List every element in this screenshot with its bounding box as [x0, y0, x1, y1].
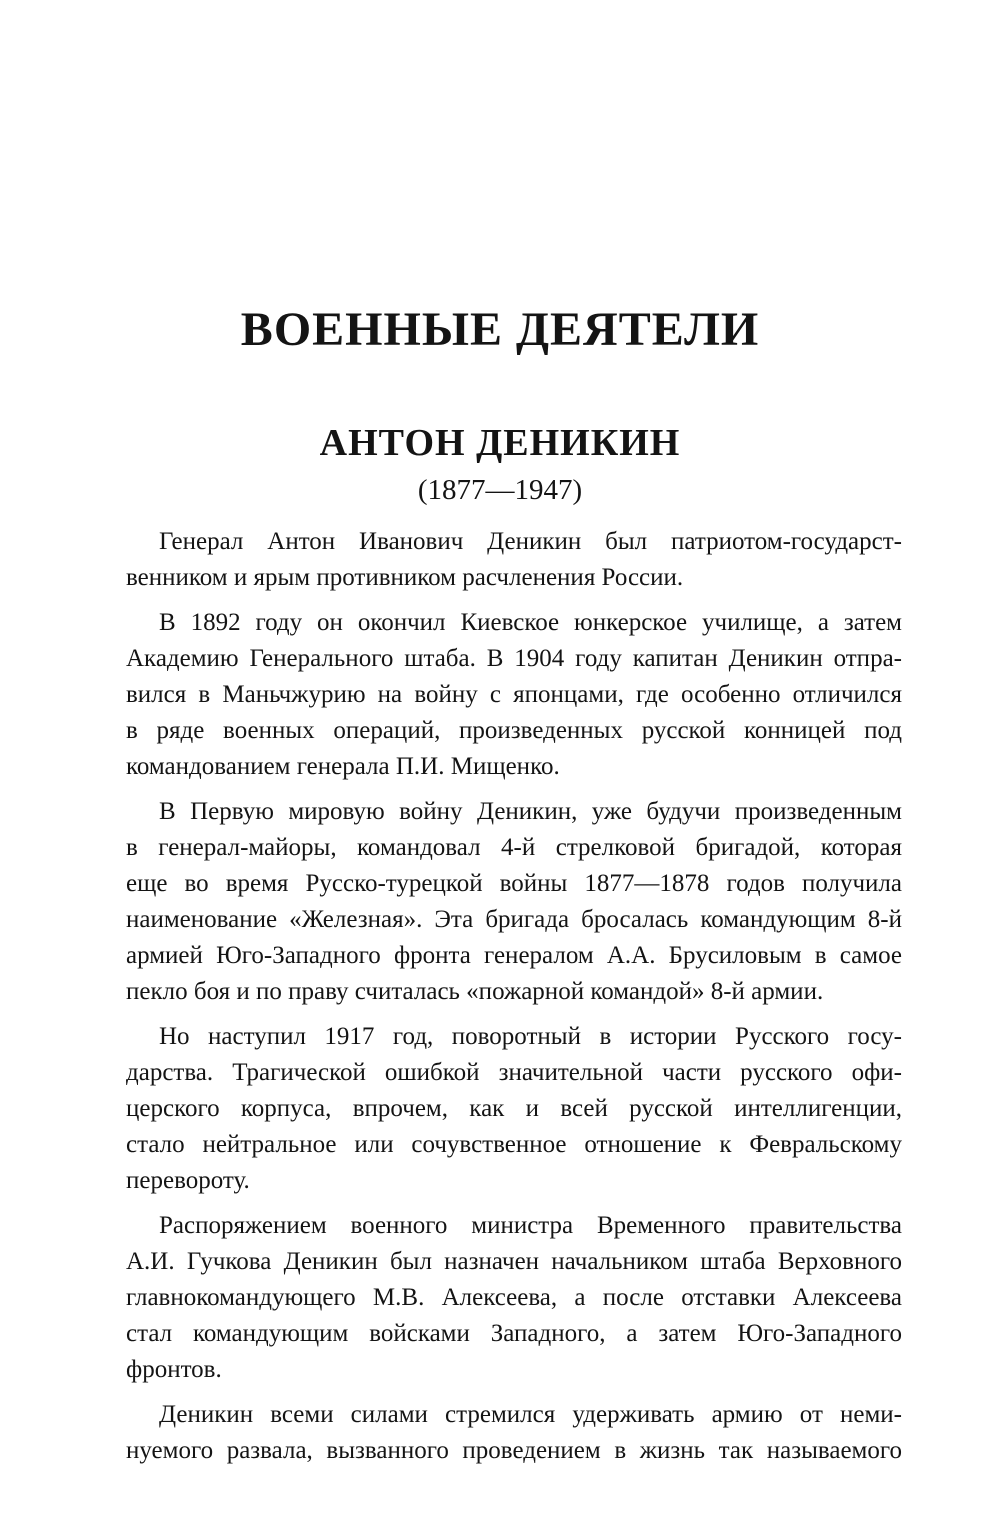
paragraph — [126, 524, 902, 596]
text-line: церского корпуса, впрочем, как и всей русской интеллигенции, — [126, 1095, 902, 1122]
text-line: еще во время Русско-турецкой войны 1877—1878 годов получила — [126, 870, 902, 897]
text-line: стал командующим войсками Западного, а затем Юго-Западного — [126, 1320, 902, 1347]
text-line: Академию Генерального штаба. В 1904 году капитан Деникин отпра- — [126, 645, 902, 672]
text-line: пекло боя и по праву считалась «пожарной командой» 8-й армии. — [126, 978, 824, 1005]
text-line: фронтов. — [126, 1356, 222, 1383]
text-line: венником и ярым противником расчленения России. — [126, 564, 684, 591]
text-line: армией Юго-Западного фронта генералом А.А. Брусиловым в самое — [126, 942, 902, 969]
text-line: Деникин всеми силами стремился удерживать армию от неми- — [159, 1401, 902, 1428]
text-line: Генерал Антон Иванович Деникин был патриотом-государст- — [159, 528, 902, 555]
article-body — [126, 524, 902, 1469]
text-line: перевороту. — [126, 1167, 250, 1194]
text-line: В 1892 году он окончил Киевское юнкерское училище, а затем — [159, 609, 902, 636]
article-title: АНТОН ДЕНИКИН — [319, 422, 681, 464]
text-line: стало нейтральное или сочувственное отношение к Февральскому — [126, 1131, 902, 1158]
article-years: (1877—1947) — [417, 474, 583, 506]
text-line: командованием генерала П.И. Мищенко. — [126, 753, 560, 780]
section-title: ВОЕННЫЕ ДЕЯТЕЛИ — [240, 303, 760, 356]
text-line: наименование «Железная». Эта бригада бросалась командующим 8-й — [126, 906, 902, 933]
paragraph — [126, 1208, 902, 1388]
text-line: В Первую мировую войну Деникин, уже будучи произведенным — [159, 798, 902, 825]
text-line: в генерал-майоры, командовал 4-й стрелковой бригадой, которая — [126, 834, 902, 861]
text-line: вился в Маньчжурию на войну с японцами, где особенно отличился — [126, 681, 902, 708]
text-line: нуемого развала, вызванного проведением в жизнь так называемого — [126, 1437, 902, 1464]
paragraph — [126, 605, 902, 785]
text-line: А.И. Гучкова Деникин был назначен начальником штаба Верховного — [126, 1248, 902, 1275]
paragraph — [126, 794, 902, 1010]
text-line: дарства. Трагической ошибкой значительной части русского офи- — [126, 1059, 902, 1086]
text-line: главнокомандующего М.В. Алексеева, а после отставки Алексеева — [126, 1284, 902, 1311]
text-line: Но наступил 1917 год, поворотный в истории Русского госу- — [159, 1023, 902, 1050]
paragraph — [126, 1019, 902, 1199]
text-line: Распоряжением военного министра Временного правительства — [159, 1212, 902, 1239]
paragraph — [126, 1397, 902, 1469]
text-line: в ряде военных операций, произведенных русской конницей под — [126, 717, 902, 744]
